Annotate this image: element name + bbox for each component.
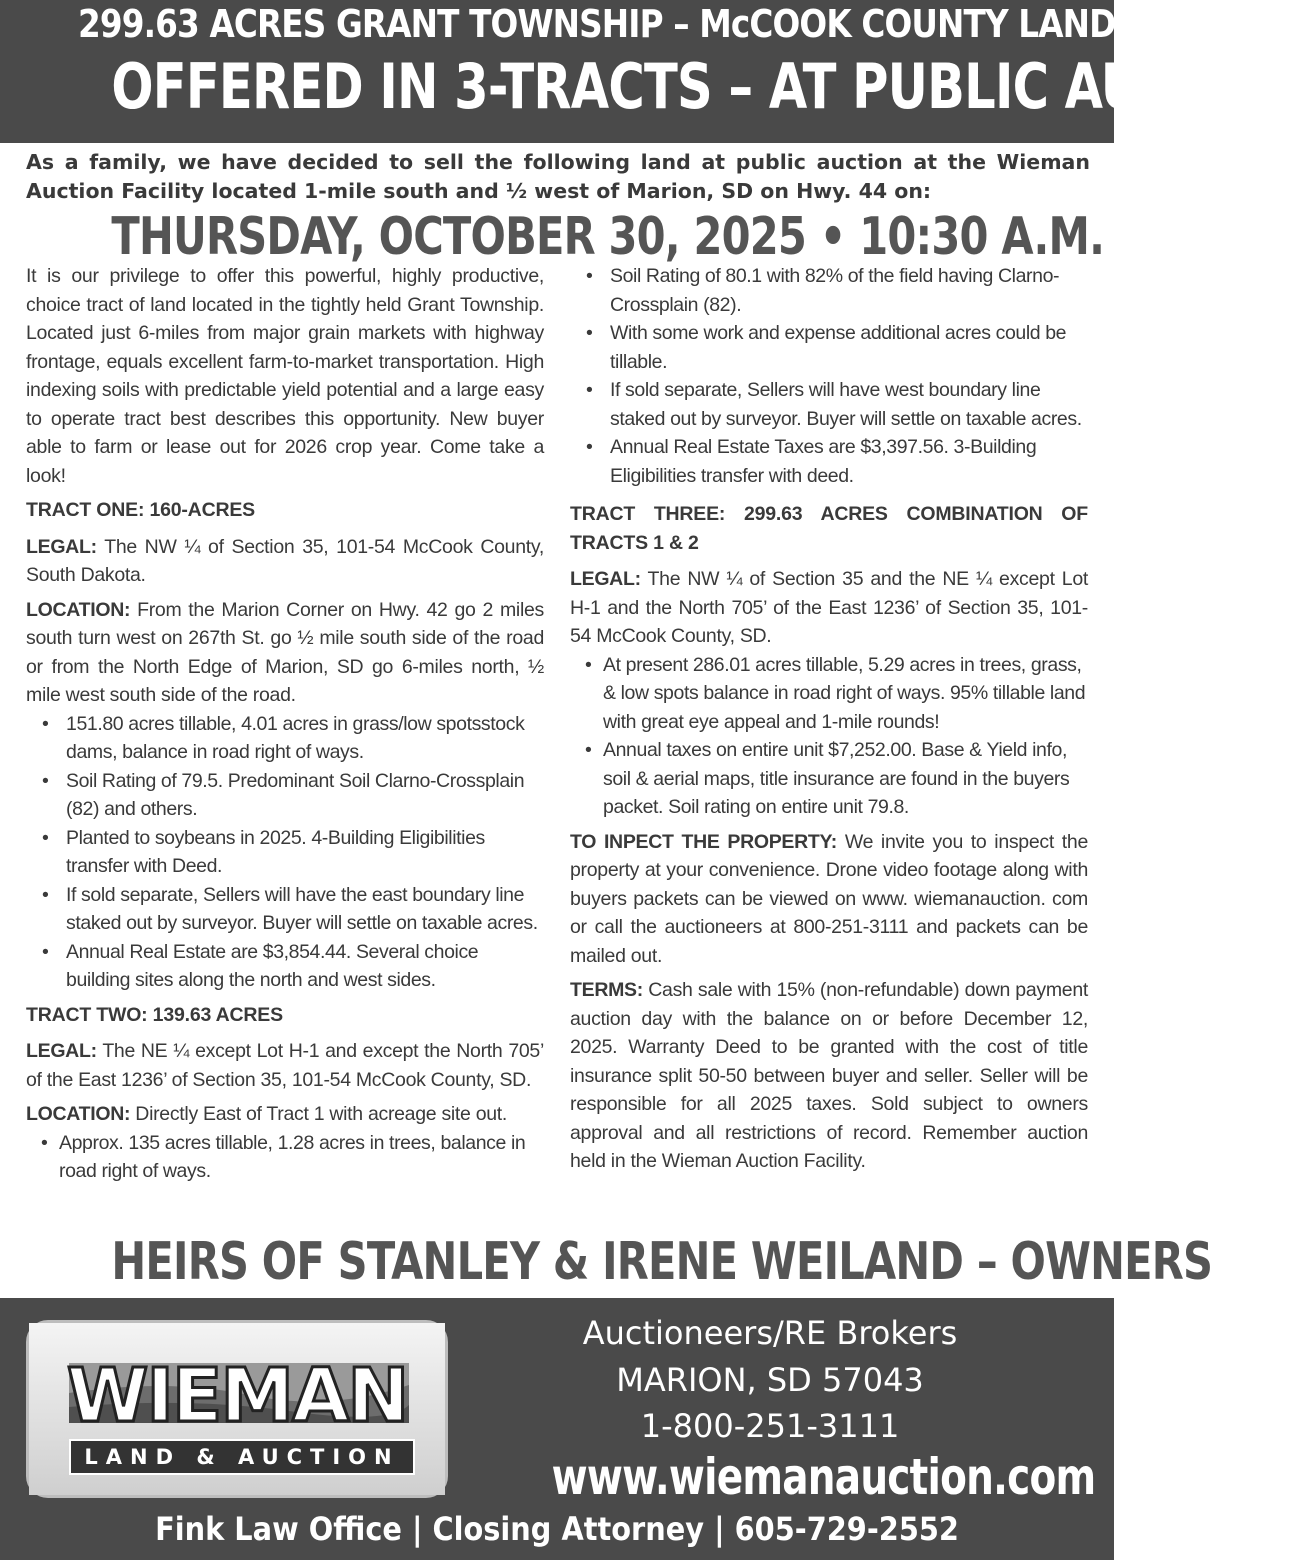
tract-three-legal bbox=[570, 565, 1088, 651]
tract-three-bullets bbox=[570, 651, 1088, 822]
phone-number: 1-800-251-3111 bbox=[640, 1407, 900, 1445]
right-column bbox=[570, 262, 1088, 1182]
website-link[interactable]: www.wiemanauction.com bbox=[551, 1448, 1096, 1506]
legal-label: LEGAL: bbox=[570, 568, 641, 590]
list-item: • Approx. 135 acres tillable, 1.28 acres in trees, balance in road right of ways. bbox=[59, 1129, 544, 1186]
list-item: • If sold separate, Sellers will have west boundary line staked out by surveyor. Buyer will settle on taxable acres. bbox=[610, 376, 1088, 433]
wieman-logo bbox=[26, 1320, 448, 1498]
list-item: • If sold separate, Sellers will have the east boundary line staked out by surveyor. Buyer will settle on taxable acres. bbox=[66, 881, 544, 938]
list-item: • Soil Rating of 79.5. Predominant Soil Clarno-Crossplain (82) and others. bbox=[66, 767, 544, 824]
left-column bbox=[26, 262, 544, 1192]
owners-line: HEIRS OF STANLEY & IRENE WEILAND – OWNERS bbox=[111, 1232, 1213, 1292]
tract-two-bullets-right bbox=[570, 262, 1088, 490]
list-item: • At present 286.01 acres tillable, 5.29 acres in trees, grass, & low spots balance in road right of ways. 95% tillable land with great eye appeal and 1-mile rounds! bbox=[603, 651, 1088, 737]
tract-three-legal-text: The NW ¼ of Section 35 and the NE ¼ except Lot H-1 and the North 705’ of the East 1236’ of Section 35, 101-54 McCook County, SD. bbox=[570, 568, 1088, 647]
legal-label: LEGAL: bbox=[26, 535, 97, 558]
tract-one-location-text: From the Marion Corner on Hwy. 42 go 2 miles south turn west on 267th St. go ½ mile south side of the road or from the North Edge of Marion, SD go 6-miles north, ½ mile west south side of the road. bbox=[26, 598, 544, 706]
list-item: • Annual taxes on entire unit $7,252.00. Base & Yield info, soil & aerial maps, title insurance are found in the buyers packet. Soil rating on entire unit 79.8. bbox=[603, 736, 1088, 822]
tract-two-bullets-left bbox=[26, 1129, 544, 1186]
inspect-section bbox=[570, 828, 1088, 971]
city-state-zip: MARION, SD 57043 bbox=[616, 1361, 924, 1399]
header-line-1: 299.63 ACRES GRANT TOWNSHIP – McCOOK COUNTY LAND bbox=[77, 2, 1116, 46]
terms-section bbox=[570, 976, 1088, 1176]
tract-three-heading: TRACT THREE: 299.63 ACRES COMBINATION OF TRACTS 1 & 2 bbox=[570, 503, 1088, 554]
logo-tagline: LAND & AUCTION bbox=[69, 1439, 415, 1475]
property-description: It is our privilege to offer this powerful, highly productive, choice tract of land located in the tightly held Grant Township. Located just 6-miles from major grain markets with highway frontage, equals excellent farm-to-market transportation. High indexing soils with predictable yield potential and a large easy to operate tract best describes this opportunity. New buyer able to farm or lease out for 2026 crop year. Come take a look! bbox=[26, 265, 544, 487]
tract-one-heading: TRACT ONE: 160-ACRES bbox=[26, 499, 255, 521]
tract-one-bullets bbox=[26, 710, 544, 995]
tract-two-location bbox=[26, 1100, 544, 1129]
auctioneers-label: Auctioneers/RE Brokers bbox=[582, 1314, 958, 1352]
list-item: • 151.80 acres tillable, 4.01 acres in grass/low spotsstock dams, balance in road right of ways. bbox=[66, 710, 544, 767]
terms-text: Cash sale with 15% (non-refundable) down payment auction day with the balance on or before December 12, 2025. Warranty Deed to be granted with the cost of title insurance split 50-50 between buyer and seller. Seller will be responsible for all 2025 taxes. Sold subject to owners approval and all restrictions of record. Remember auction held in the Wieman Auction Facility. bbox=[570, 979, 1088, 1172]
list-item: • Planted to soybeans in 2025. 4-Building Eligibilities transfer with Deed. bbox=[66, 824, 544, 881]
closing-attorney-line: Fink Law Office | Closing Attorney | 605-729-2552 bbox=[155, 1510, 959, 1548]
logo-word: WIEMAN bbox=[66, 1353, 408, 1439]
location-label: LOCATION: bbox=[26, 1103, 131, 1125]
tract-one-location bbox=[26, 596, 544, 710]
location-label: LOCATION: bbox=[26, 598, 131, 621]
tract-one-legal bbox=[26, 533, 544, 590]
tract-two-heading: TRACT TWO: 139.63 ACRES bbox=[26, 1003, 283, 1026]
list-item: • Annual Real Estate Taxes are $3,397.56. 3-Building Eligibilities transfer with deed. bbox=[610, 433, 1088, 490]
inspect-text: We invite you to inspect the property at your convenience. Drone video footage along with buyers packets can be viewed on www. wiemanauction. com or call the auctioneers at 800-251-3111 and packets can be mailed out. bbox=[570, 830, 1088, 967]
list-item: • With some work and expense additional acres could be tillable. bbox=[610, 319, 1088, 376]
tract-two-legal-text: The NE ¼ except Lot H-1 and except the North 705’ of the East 1236’ of Section 35, 101-54 McCook County, SD. bbox=[26, 1040, 544, 1091]
tract-two-location-text: Directly East of Tract 1 with acreage site out. bbox=[135, 1103, 508, 1125]
auction-date: THURSDAY, OCTOBER 30, 2025 • 10:30 A.M. bbox=[111, 207, 1105, 267]
inspect-label: TO INPECT THE PROPERTY: bbox=[570, 830, 837, 853]
list-item: • Soil Rating of 80.1 with 82% of the field having Clarno-Crossplain (82). bbox=[610, 262, 1088, 319]
tract-two-legal bbox=[26, 1037, 544, 1094]
tract-one-legal-text: The NW ¼ of Section 35, 101-54 McCook County, South Dakota. bbox=[26, 535, 544, 586]
header-banner bbox=[0, 0, 1309, 143]
list-item: • Annual Real Estate are $3,854.44. Several choice building sites along the north and west sides. bbox=[66, 938, 544, 995]
legal-label: LEGAL: bbox=[26, 1040, 97, 1062]
terms-label: TERMS: bbox=[570, 979, 643, 1001]
header-line-2: OFFERED IN 3-TRACTS – AT PUBLIC AUCTION bbox=[111, 50, 1309, 123]
footer-banner bbox=[0, 1298, 1114, 1560]
intro-text: As a family, we have decided to sell the following land at public auction at the Wieman Auction Facility located 1-mile south and ½ west of Marion, SD on Hwy. 44 on: bbox=[26, 150, 1090, 203]
